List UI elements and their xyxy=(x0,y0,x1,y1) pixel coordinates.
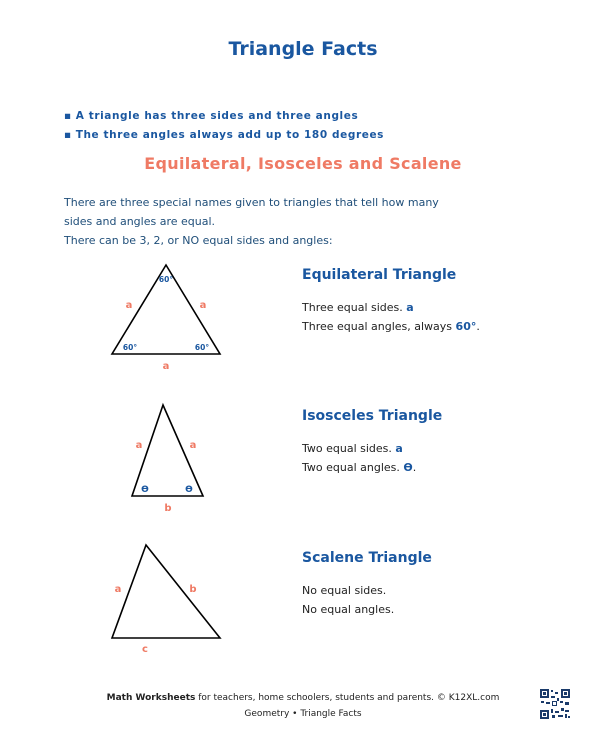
side-label-left: a xyxy=(135,440,143,451)
scalene-line-2: No equal angles. xyxy=(302,603,395,616)
equilateral-line-2: Three equal angles, always 60°. xyxy=(302,320,480,333)
qr-code-icon xyxy=(539,688,571,720)
scalene-triangle-shape xyxy=(112,545,220,638)
angle-label-right: ϴ xyxy=(185,485,193,495)
angle-label-left: ϴ xyxy=(141,485,149,495)
side-label-bottom: b xyxy=(164,503,172,514)
side-label-right: a xyxy=(199,300,207,311)
equilateral-section xyxy=(302,267,480,339)
footer-brand: Math Worksheets xyxy=(106,693,196,703)
isosceles-title: Isosceles Triangle xyxy=(302,408,443,424)
angle-label-left: 60° xyxy=(122,343,138,352)
scalene-section xyxy=(302,550,432,622)
isosceles-triangle-diagram xyxy=(120,395,220,517)
isosceles-line-2: Two equal angles. ϴ. xyxy=(302,461,417,474)
side-label-bottom: a xyxy=(162,361,170,372)
isosceles-line-1: Two equal sides. a xyxy=(302,442,403,455)
footer-credit: Math Worksheets for teachers, home schoolers, students and parents. © K12XL.com xyxy=(106,693,500,703)
side-label-bottom: c xyxy=(142,644,148,655)
scalene-line-1: No equal sides. xyxy=(302,584,387,597)
equilateral-line-1: Three equal sides. a xyxy=(302,301,414,314)
fact-item: ▪ A triangle has three sides and three angles xyxy=(64,110,359,122)
equilateral-title: Equilateral Triangle xyxy=(302,267,457,283)
side-label-right: b xyxy=(189,584,197,595)
equilateral-triangle-diagram xyxy=(100,255,240,380)
side-label-left: a xyxy=(125,300,133,311)
intro-line: There can be 3, 2, or NO equal sides and angles: xyxy=(64,234,333,247)
page-title: Triangle Facts xyxy=(228,38,378,60)
scalene-triangle-diagram xyxy=(100,535,230,657)
bullet-icon: ▪ xyxy=(64,110,72,122)
footer-topic: Geometry • Triangle Facts xyxy=(244,709,362,719)
angle-label-right: 60° xyxy=(194,343,210,352)
facts-list xyxy=(64,110,384,148)
angle-label-top: 60° xyxy=(158,275,174,284)
bullet-icon: ▪ xyxy=(64,129,72,141)
intro-line: There are three special names given to triangles that tell how many xyxy=(64,196,439,209)
scalene-title: Scalene Triangle xyxy=(302,550,432,566)
intro-line: sides and angles are equal. xyxy=(64,215,216,228)
side-label-right: a xyxy=(189,440,197,451)
side-label-left: a xyxy=(114,584,122,595)
fact-item: ▪ The three angles always add up to 180 degrees xyxy=(64,129,385,141)
section-subtitle: Equilateral, Isosceles and Scalene xyxy=(144,154,462,173)
intro-paragraph xyxy=(64,193,439,250)
isosceles-section xyxy=(302,408,442,480)
